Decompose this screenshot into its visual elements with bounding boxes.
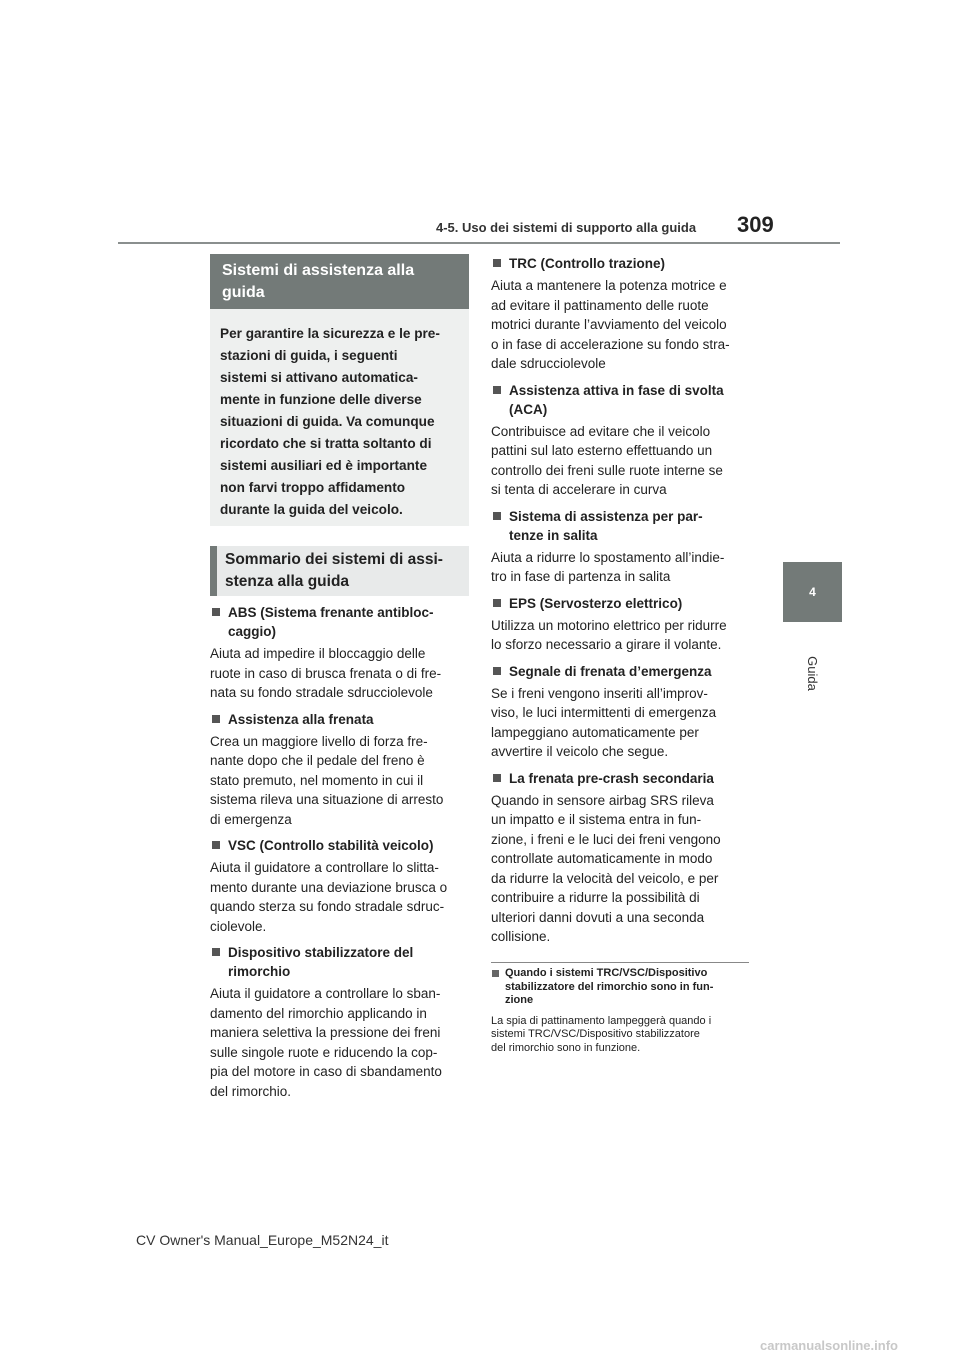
intro-line: ricordato che si tratta soltanto di — [220, 436, 432, 451]
item-description — [491, 791, 747, 947]
section-title-line: Sistemi di assistenza alla — [222, 262, 415, 279]
system-item-aca — [491, 381, 747, 500]
system-item-trc — [491, 254, 747, 374]
item-line: collisione. — [491, 929, 551, 944]
item-line: stato premuto, nel momento in cui il — [210, 772, 424, 788]
item-line: un impatto e il sistema entra in fun- — [491, 812, 702, 827]
item-line: da ridurre la velocità del veicolo, e per — [491, 870, 719, 886]
item-title-line: EPS (Servosterzo elettrico) — [509, 595, 683, 611]
item-description — [491, 684, 747, 762]
item-line: lo sforzo necessario a girare il volante. — [491, 637, 722, 652]
intro-line: sistemi ausiliari ed è importante — [220, 458, 427, 473]
system-item-emergency-brake-signal — [491, 662, 747, 762]
item-line: nante dopo che il pedale del freno è — [210, 753, 425, 768]
item-line: lampeggiano automaticamente per — [491, 724, 699, 740]
item-line: ad evitare il pattinamento delle ruote — [491, 297, 709, 313]
item-line: Quando in sensore airbag SRS rileva — [491, 792, 714, 808]
item-line: Contribuisce ad evitare che il veicolo — [491, 423, 711, 439]
intro-line: mente in funzione delle diverse — [220, 392, 422, 407]
item-title-line: caggio) — [228, 624, 277, 639]
note-title — [491, 967, 749, 1008]
item-title — [491, 662, 747, 681]
system-item-secondary-collision-brake — [491, 769, 747, 947]
item-line: quando sterza su fondo stradale sdruc- — [210, 899, 445, 914]
item-title-line: (ACA) — [509, 401, 548, 417]
item-description — [210, 858, 466, 936]
item-line: mento durante una deviazione brusca o — [210, 879, 448, 895]
item-line: Aiuta ad impedire il bloccaggio delle — [210, 646, 426, 661]
item-description — [210, 644, 466, 703]
item-line: sistema rileva una situazione di arresto — [210, 792, 444, 807]
item-line: Utilizza un motorino elettrico per ridurre — [491, 617, 727, 633]
watermark: carmanualsonline.info — [760, 1338, 898, 1353]
intro-line: durante la guida del veicolo. — [220, 502, 403, 517]
item-line: pattini sul lato esterno effettuando un — [491, 443, 713, 458]
intro-line: non farvi troppo affidamento — [220, 480, 406, 495]
item-line: Se i freni vengono inseriti all’improv- — [491, 685, 708, 701]
chapter-label — [775, 648, 850, 698]
system-item-abs — [210, 603, 466, 703]
item-title-line: VSC (Controllo stabilità veicolo) — [228, 838, 434, 853]
note-line: La spia di pattinamento lampeggerà quando i — [491, 1014, 712, 1027]
section-title-box — [210, 254, 469, 309]
item-title-line: ABS (Sistema frenante antibloc- — [228, 605, 434, 620]
summary-heading-line: stenza alla guida — [225, 573, 350, 590]
item-line: nata su fondo stradale sdrucciolevole — [210, 685, 433, 700]
item-line: ulteriori danni dovuti a una seconda — [491, 909, 705, 925]
intro-line: stazioni di guida, i seguenti — [220, 348, 398, 363]
item-title-line: Assistenza attiva in fase di svolta — [509, 382, 724, 398]
item-title — [210, 603, 466, 641]
system-item-trailer-stabilizer — [210, 943, 466, 1101]
note-title-line: stabilizzatore del rimorchio sono in fun- — [505, 980, 714, 993]
item-line: controllate automaticamente in modo — [491, 851, 713, 866]
item-line: contribuire a ridurre la possibilità di — [491, 890, 700, 905]
item-title — [491, 507, 747, 545]
left-column — [210, 603, 466, 1108]
item-description — [491, 548, 747, 587]
item-title — [491, 381, 747, 419]
item-title-line: Segnale di frenata d’emergenza — [509, 663, 712, 679]
item-title-line: Assistenza alla frenata — [228, 711, 374, 727]
header-section-title: 4-5. Uso dei sistemi di supporto alla guida — [436, 220, 697, 235]
item-line: Aiuta il guidatore a controllare lo sban- — [210, 986, 441, 1001]
system-item-hill-start-assist — [491, 507, 747, 587]
section-title-line: guida — [222, 284, 265, 301]
item-line: controllo dei freni sulle ruote interne se — [491, 462, 723, 478]
item-description — [491, 422, 747, 500]
item-line: viso, le luci intermittenti di emergenza — [491, 705, 717, 720]
item-title — [491, 769, 747, 788]
item-title — [491, 254, 747, 273]
item-line: zione, i freni e le luci dei freni vengono — [491, 831, 721, 847]
system-item-brake-assist — [210, 710, 466, 830]
item-line: si tenta di accelerare in curva — [491, 482, 667, 497]
item-line: pia del motore in caso di sbandamento — [210, 1064, 442, 1079]
system-item-vsc — [210, 836, 466, 936]
item-line: del rimorchio. — [210, 1083, 292, 1099]
intro-box — [210, 309, 469, 526]
summary-heading-line: Sommario dei sistemi di assi- — [225, 551, 443, 568]
item-title-line: Dispositivo stabilizzatore del — [228, 945, 414, 960]
note-body — [491, 1015, 749, 1056]
system-item-eps — [491, 594, 747, 655]
item-line: avvertire il veicolo che segue. — [491, 744, 669, 759]
item-line: motrici durante l’avviamento del veicolo — [491, 317, 727, 332]
right-column — [491, 254, 747, 954]
item-description — [491, 616, 747, 655]
item-description — [491, 276, 747, 374]
item-title-line: Sistema di assistenza per par- — [509, 508, 703, 524]
summary-heading-box — [210, 546, 469, 596]
item-title — [491, 594, 747, 613]
item-title-line: rimorchio — [228, 964, 291, 979]
item-line: Aiuta il guidatore a controllare lo slitta- — [210, 860, 439, 875]
item-line: o in fase di accelerazione su fondo stra- — [491, 336, 730, 352]
item-line: tro in fase di partenza in salita — [491, 569, 671, 584]
item-description — [210, 984, 466, 1101]
item-line: sulle singole ruote e riducendo la cop- — [210, 1044, 438, 1060]
item-line: maniera selettiva la pressione dei freni — [210, 1025, 441, 1040]
item-title — [210, 943, 466, 981]
note-block — [491, 967, 749, 1055]
item-line: Aiuta a ridurre lo spostamento all’indie- — [491, 549, 725, 565]
note-line: del rimorchio sono in funzione. — [491, 1041, 641, 1054]
intro-line: sistemi si attivano automatica- — [220, 370, 418, 385]
item-title — [210, 710, 466, 729]
chapter-tab[interactable]: 4 — [783, 562, 842, 622]
page-number: 309 — [737, 212, 774, 237]
item-title-line: La frenata pre-crash secondaria — [509, 770, 714, 786]
note-title-line: zione — [505, 994, 534, 1006]
item-line: ciolevole. — [210, 918, 267, 934]
item-title — [210, 836, 466, 855]
item-title-line: tenze in salita — [509, 527, 598, 543]
item-line: ruote in caso di brusca frenata o di fre- — [210, 665, 442, 681]
item-title-line: TRC (Controllo trazione) — [509, 256, 665, 271]
item-line: di emergenza — [210, 811, 292, 827]
header-rule — [118, 242, 840, 244]
note-title-line: Quando i sistemi TRC/VSC/Dispositivo — [505, 967, 708, 979]
item-line: dale sdrucciolevole — [491, 356, 606, 371]
note-line: sistemi TRC/VSC/Dispositivo stabilizzatore — [491, 1028, 700, 1040]
item-line: Aiuta a mantenere la potenza motrice e — [491, 278, 727, 293]
intro-line: situazioni di guida. Va comunque — [220, 414, 435, 429]
chapter-label-text: Guida — [804, 655, 820, 691]
footer-manual-id: CV Owner's Manual_Europe_M52N24_it — [136, 1232, 389, 1248]
note-rule — [491, 962, 749, 963]
item-description — [210, 732, 466, 830]
intro-line: Per garantire la sicurezza e le pre- — [220, 326, 440, 341]
item-line: Crea un maggiore livello di forza fre- — [210, 733, 428, 749]
item-line: damento del rimorchio applicando in — [210, 1005, 427, 1021]
